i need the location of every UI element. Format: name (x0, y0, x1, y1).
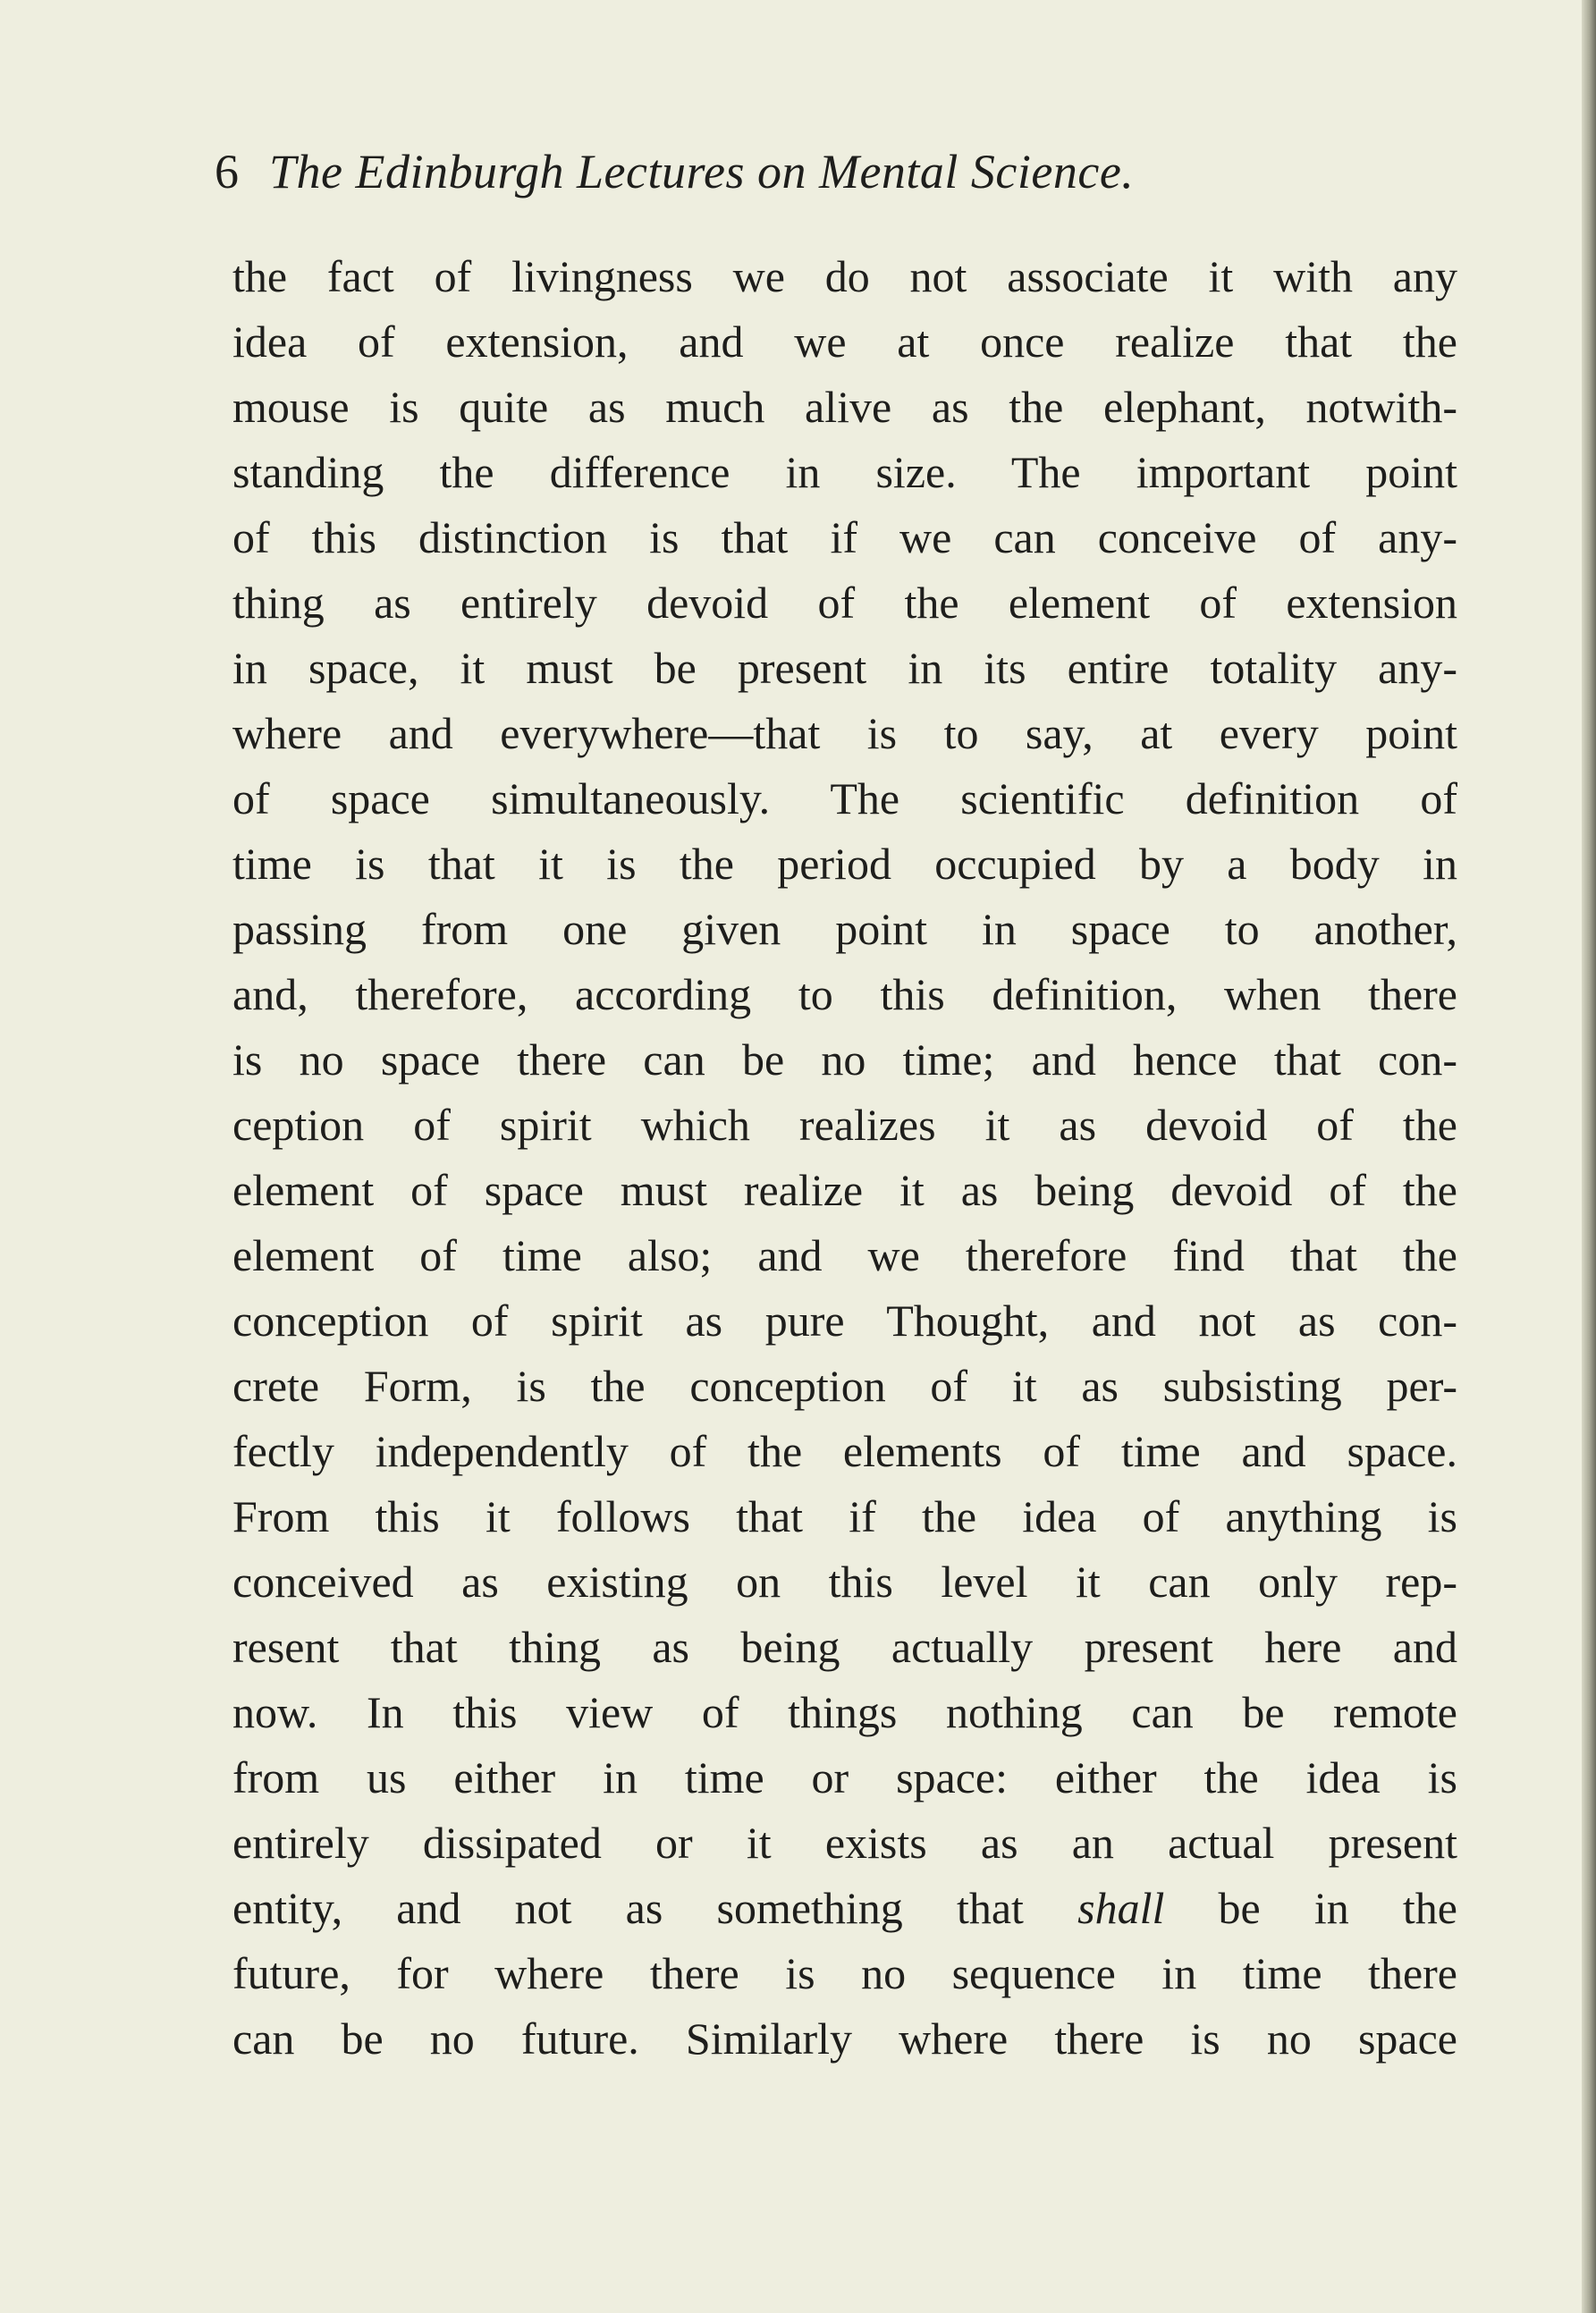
text-line: entirely dissipated or it exists as an actual present (232, 1818, 1457, 1868)
text-line: and, therefore, according to this definition, when there (232, 969, 1457, 1019)
text-line: element of time also; and we therefore find that the (232, 1230, 1457, 1280)
running-head (215, 136, 1466, 207)
text-line: crete Form, is the conception of it as subsisting per- (232, 1361, 1457, 1411)
text-line: thing as entirely devoid of the element of extension (232, 578, 1457, 628)
text-line: future, for where there is no sequence in time there (232, 1948, 1457, 1998)
text-segment: entity, and not as something that (232, 1883, 1078, 1933)
text-line: fectly independently of the elements of time and space. (232, 1426, 1457, 1476)
page-number: 6 (215, 145, 239, 198)
text-line: From this it follows that if the idea of anything is (232, 1491, 1457, 1541)
text-line: is no space there can be no time; and hence that con- (232, 1034, 1457, 1085)
body-text (232, 244, 1457, 2072)
text-line: element of space must realize it as being devoid of the (232, 1165, 1457, 1215)
text-line: time is that it is the period occupied by a body in (232, 839, 1457, 889)
text-line (232, 1876, 1457, 1941)
text-line: where and everywhere—that is to say, at every point (232, 708, 1457, 758)
page-edge-shadow (1582, 0, 1596, 2313)
text-line: mouse is quite as much alive as the elephant, notwith- (232, 382, 1457, 432)
text-line: of this distinction is that if we can conceive of any- (232, 512, 1457, 562)
text-line: idea of extension, and we at once realize that the (232, 317, 1457, 367)
text-line: the fact of livingness we do not associate it with any (232, 251, 1457, 301)
running-title: The Edinburgh Lectures on Mental Science. (269, 145, 1135, 198)
text-line: conception of spirit as pure Thought, and not as con- (232, 1296, 1457, 1346)
text-line: standing the difference in size. The important point (232, 447, 1457, 497)
text-line: conceived as existing on this level it can only rep- (232, 1557, 1457, 1607)
text-line: passing from one given point in space to another, (232, 904, 1457, 954)
text-line: resent that thing as being actually present here and (232, 1622, 1457, 1672)
italic-emphasis: shall (1077, 1883, 1165, 1933)
text-line: of space simultaneously. The scientific definition of (232, 773, 1457, 823)
text-line: can be no future. Similarly where there is no space (232, 2013, 1457, 2064)
text-line: in space, it must be present in its entire totality any- (232, 643, 1457, 693)
text-line: ception of spirit which realizes it as devoid of the (232, 1100, 1457, 1150)
text-segment: be in the (1164, 1883, 1457, 1933)
text-line: now. In this view of things nothing can be remote (232, 1687, 1457, 1737)
text-line: from us either in time or space: either the idea is (232, 1752, 1457, 1802)
